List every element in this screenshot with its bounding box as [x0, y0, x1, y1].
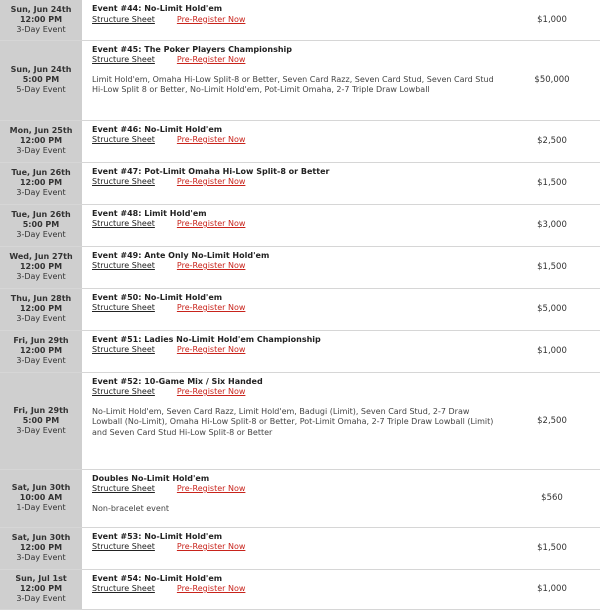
- event-buyin: $1,500: [504, 246, 600, 288]
- event-duration: 3-Day Event: [16, 594, 66, 603]
- event-title: Event #47: Pot-Limit Omaha Hi-Low Split-8 or Better: [92, 166, 330, 176]
- structure-sheet-link[interactable]: Structure Sheet: [92, 303, 155, 312]
- event-date-cell: [0, 204, 82, 246]
- event-date-cell: [0, 0, 82, 40]
- event-date: Fri, Jun 29th: [13, 336, 69, 345]
- pre-register-link[interactable]: Pre-Register Now: [176, 303, 246, 312]
- pre-register-link[interactable]: Pre-Register Now: [176, 14, 246, 24]
- event-buyin: $2,500: [504, 120, 600, 162]
- event-links: [92, 261, 496, 272]
- event-buyin: $3,000: [504, 204, 600, 246]
- event-links: [92, 15, 496, 26]
- event-date-cell: [0, 330, 82, 372]
- structure-sheet-link[interactable]: Structure Sheet: [92, 345, 155, 354]
- event-row: [0, 288, 600, 330]
- structure-sheet-link[interactable]: Structure Sheet: [92, 14, 155, 24]
- event-description: No-Limit Hold'em, Seven Card Razz, Limit Hold'em, Badugi (Limit), Seven Card Stud, 2-7 Draw Lowball (No-Limit), Omaha Hi-Low Split-8 or Better, Pot-Limit Omaha, 2-7 Triple Draw Lowball (Limit) and Seven Card Stud Hi-Low Split-8 or Better: [92, 406, 494, 437]
- event-row: [0, 330, 600, 372]
- event-duration: 1-Day Event: [16, 503, 66, 512]
- event-title: Event #52: 10-Game Mix / Six Handed: [92, 376, 263, 386]
- event-info-cell: [82, 120, 504, 162]
- event-info-cell: [82, 330, 504, 372]
- event-buyin: $1,500: [504, 162, 600, 204]
- event-info-cell: [82, 246, 504, 288]
- structure-sheet-link[interactable]: Structure Sheet: [92, 484, 155, 493]
- event-title: Event #54: No-Limit Hold'em: [92, 573, 223, 583]
- event-buyin: $1,000: [504, 330, 600, 372]
- event-date-cell: [0, 372, 82, 469]
- event-row: [0, 40, 600, 120]
- event-row: [0, 120, 600, 162]
- event-time: 12:00 PM: [19, 14, 63, 24]
- event-links: [92, 584, 496, 595]
- structure-sheet-link[interactable]: Structure Sheet: [92, 55, 155, 64]
- event-title: Doubles No-Limit Hold'em: [92, 473, 210, 483]
- pre-register-link[interactable]: Pre-Register Now: [176, 219, 246, 228]
- structure-sheet-link[interactable]: Structure Sheet: [92, 219, 155, 228]
- pre-register-link[interactable]: Pre-Register Now: [176, 387, 246, 396]
- event-info-cell: [82, 469, 504, 527]
- event-date: Thu, Jun 28th: [10, 294, 72, 303]
- event-date-cell: [0, 246, 82, 288]
- event-time: 12:00 PM: [19, 262, 63, 271]
- event-info-cell: [82, 162, 504, 204]
- event-date: Mon, Jun 25th: [9, 126, 73, 135]
- event-links: [92, 484, 496, 495]
- event-date: Wed, Jun 27th: [9, 252, 73, 261]
- event-links: [92, 219, 496, 230]
- event-info-cell: [82, 204, 504, 246]
- event-info-cell: [82, 0, 504, 40]
- event-duration: 3-Day Event: [16, 314, 66, 323]
- pre-register-link[interactable]: Pre-Register Now: [176, 584, 246, 593]
- pre-register-link[interactable]: Pre-Register Now: [176, 135, 246, 144]
- event-duration: 3-Day Event: [16, 553, 66, 562]
- event-links: [92, 135, 496, 146]
- structure-sheet-link[interactable]: Structure Sheet: [92, 542, 155, 551]
- event-title: Event #48: Limit Hold'em: [92, 208, 207, 218]
- event-buyin: $2,500: [504, 372, 600, 469]
- structure-sheet-link[interactable]: Structure Sheet: [92, 177, 155, 186]
- event-buyin: $50,000: [504, 40, 600, 120]
- event-duration: 5-Day Event: [16, 85, 66, 94]
- event-date-cell: [0, 527, 82, 569]
- event-date-cell: [0, 40, 82, 120]
- event-time: 12:00 PM: [19, 346, 63, 355]
- event-date-cell: [0, 569, 82, 609]
- event-title: Event #50: No-Limit Hold'em: [92, 292, 223, 302]
- pre-register-link[interactable]: Pre-Register Now: [176, 345, 246, 354]
- event-duration: 3-Day Event: [16, 425, 66, 435]
- pre-register-link[interactable]: Pre-Register Now: [176, 261, 246, 270]
- event-time: 12:00 PM: [19, 178, 63, 187]
- structure-sheet-link[interactable]: Structure Sheet: [92, 135, 155, 144]
- event-time: 5:00 PM: [22, 220, 60, 229]
- event-date-cell: [0, 120, 82, 162]
- event-links: [92, 303, 496, 314]
- event-info-cell: [82, 288, 504, 330]
- event-duration: 3-Day Event: [16, 230, 66, 239]
- event-row: [0, 527, 600, 569]
- event-title: Event #45: The Poker Players Championship: [92, 44, 292, 54]
- pre-register-link[interactable]: Pre-Register Now: [176, 542, 246, 551]
- event-links: [92, 55, 496, 66]
- event-time: 12:00 PM: [19, 304, 63, 313]
- event-title: Event #53: No-Limit Hold'em: [92, 531, 223, 541]
- event-duration: 3-Day Event: [16, 146, 66, 155]
- event-date: Sun, Jul 1st: [15, 574, 67, 583]
- event-links: [92, 345, 496, 356]
- event-date: Tue, Jun 26th: [11, 168, 71, 177]
- event-time: 5:00 PM: [22, 415, 60, 425]
- event-row: [0, 246, 600, 288]
- event-buyin: $1,000: [504, 0, 600, 40]
- event-date-cell: [0, 288, 82, 330]
- event-time: 10:00 AM: [19, 493, 63, 502]
- event-buyin: $5,000: [504, 288, 600, 330]
- pre-register-link[interactable]: Pre-Register Now: [176, 177, 246, 186]
- event-buyin: $560: [504, 469, 600, 527]
- event-row: [0, 162, 600, 204]
- structure-sheet-link[interactable]: Structure Sheet: [92, 261, 155, 270]
- event-links: [92, 177, 496, 188]
- event-date: Tue, Jun 26th: [11, 210, 71, 219]
- event-row: [0, 372, 600, 469]
- event-info-cell: [82, 372, 504, 469]
- event-date-cell: [0, 469, 82, 527]
- event-time: 12:00 PM: [19, 136, 63, 145]
- event-title: Event #51: Ladies No-Limit Hold'em Championship: [92, 334, 321, 344]
- event-description: Limit Hold'em, Omaha Hi-Low Split-8 or Better, Seven Card Razz, Seven Card Stud, Seven Card Stud Hi-Low Split 8 or Better, No-Limit Hold'em, Pot-Limit Omaha, 2-7 Triple Draw Lowball: [92, 74, 494, 94]
- event-date: Sat, Jun 30th: [11, 533, 71, 542]
- event-buyin: $1,500: [504, 527, 600, 569]
- event-row: [0, 0, 600, 40]
- event-date-cell: [0, 162, 82, 204]
- event-title: Event #44: No-Limit Hold'em: [92, 4, 223, 13]
- event-row: [0, 469, 600, 527]
- event-duration: 3-Day Event: [16, 24, 66, 34]
- pre-register-link[interactable]: Pre-Register Now: [176, 484, 246, 493]
- event-buyin: $1,000: [504, 569, 600, 609]
- event-info-cell: [82, 40, 504, 120]
- event-time: 5:00 PM: [22, 75, 60, 84]
- event-title: Event #46: No-Limit Hold'em: [92, 124, 223, 134]
- event-links: [92, 542, 496, 553]
- structure-sheet-link[interactable]: Structure Sheet: [92, 387, 155, 396]
- event-duration: 3-Day Event: [16, 272, 66, 281]
- event-links: [92, 387, 496, 398]
- event-info-cell: [82, 527, 504, 569]
- event-description: Non-bracelet event: [92, 503, 170, 513]
- event-date: Sun, Jun 24th: [10, 65, 72, 74]
- pre-register-link[interactable]: Pre-Register Now: [176, 55, 246, 64]
- structure-sheet-link[interactable]: Structure Sheet: [92, 584, 155, 593]
- event-duration: 3-Day Event: [16, 356, 66, 365]
- event-date: Sun, Jun 24th: [10, 4, 72, 14]
- event-time: 12:00 PM: [19, 543, 63, 552]
- event-duration: 3-Day Event: [16, 188, 66, 197]
- event-info-cell: [82, 569, 504, 609]
- event-date: Sat, Jun 30th: [11, 483, 71, 492]
- event-time: 12:00 PM: [19, 584, 63, 593]
- event-row: [0, 204, 600, 246]
- event-date: Fri, Jun 29th: [13, 405, 69, 415]
- event-row: [0, 569, 600, 609]
- event-title: Event #49: Ante Only No-Limit Hold'em: [92, 250, 270, 260]
